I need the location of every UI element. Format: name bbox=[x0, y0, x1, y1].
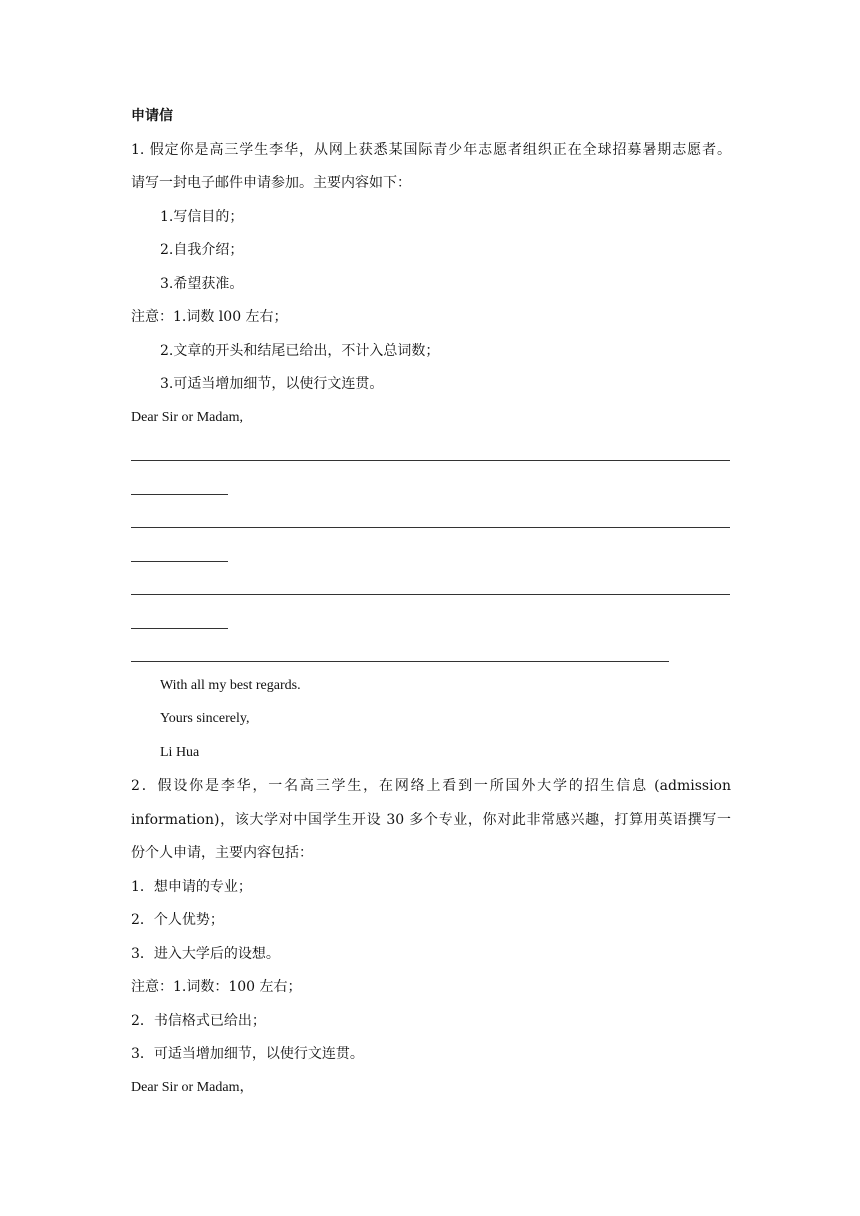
q2-point-2: 2．个人优势； bbox=[131, 912, 224, 928]
answer-line bbox=[131, 640, 731, 674]
q2-prompt-line-2: information)，该大学对中国学生开设 30 多个专业，你对此非常感兴趣，打算用英语撰写一 bbox=[131, 811, 731, 828]
q2-prompt-line-1: 2．假设你是李华，一名高三学生，在网络上看到一所国外大学的招生信息 (admission bbox=[131, 778, 731, 794]
answer-line bbox=[131, 473, 731, 507]
q1-note-3: 3.可适当增加细节，以使行文连贯。 bbox=[160, 376, 384, 392]
document-title: 申请信 bbox=[131, 108, 173, 124]
q2-note-3: 3．可适当增加细节，以使行文连贯。 bbox=[131, 1046, 364, 1062]
q2-point-3: 3．进入大学后的设想。 bbox=[131, 945, 280, 962]
answer-line bbox=[131, 540, 731, 574]
q1-note-2: 2.文章的开头和结尾已给出，不计入总词数； bbox=[160, 342, 440, 359]
answer-line bbox=[131, 607, 731, 641]
q1-signature: Li Hua bbox=[160, 744, 200, 760]
q1-closing-sincerely: Yours sincerely, bbox=[160, 711, 250, 726]
q2-note-2: 2．书信格式已给出； bbox=[131, 1012, 266, 1029]
q2-prompt-line-3: 份个人申请，主要内容包括： bbox=[131, 845, 313, 861]
document-page bbox=[131, 104, 731, 1109]
answer-line bbox=[131, 439, 731, 473]
q1-salutation: Dear Sir or Madam, bbox=[131, 409, 243, 425]
q1-note-1: 注意：1.词数 l00 左右； bbox=[131, 309, 288, 325]
q1-closing-regards: With all my best regards. bbox=[160, 677, 301, 693]
q1-point-1: 1.写信目的； bbox=[160, 208, 244, 225]
answer-line bbox=[131, 506, 731, 540]
answer-line bbox=[131, 573, 731, 607]
q1-point-3: 3.希望获准。 bbox=[160, 275, 244, 292]
q1-point-2: 2.自我介绍； bbox=[160, 242, 244, 258]
q2-salutation: Dear Sir or Madam， bbox=[131, 1079, 254, 1095]
q1-prompt-line-1: 1. 假定你是高三学生李华，从网上获悉某国际青少年志愿者组织正在全球招募暑期志愿者。 bbox=[131, 141, 731, 158]
q1-prompt-line-2: 请写一封电子邮件申请参加。主要内容如下： bbox=[131, 175, 411, 191]
q2-note-1: 注意：1.词数：100 左右； bbox=[131, 979, 302, 995]
q2-point-1: 1．想申请的专业； bbox=[131, 878, 252, 895]
